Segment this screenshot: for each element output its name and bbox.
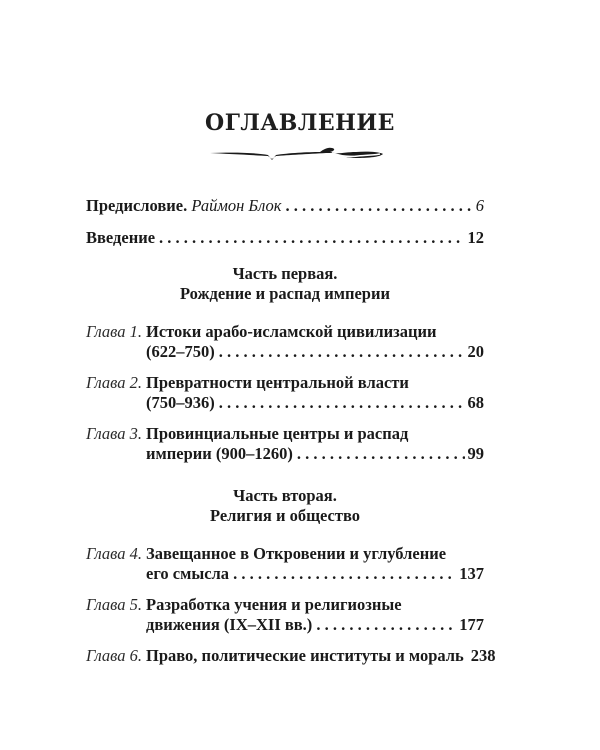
part-title: Рождение и распад империи [180,284,390,303]
chapter-label: Глава 4. [86,544,142,563]
leader-dots [297,444,465,464]
leader-dots [159,228,464,248]
toc-entry-chapter-3[interactable] [86,424,484,464]
toc-entry-preface[interactable] [86,196,484,216]
entry-author: Раймон Блок [191,196,282,215]
chapter-title-cont: (622–750) [146,342,215,361]
page-number: 68 [467,393,484,412]
chapter-title: Право, политические институты и мораль [146,646,464,665]
chapter-label: Глава 2. [86,373,142,392]
chapter-label: Глава 6. [86,646,142,665]
part-heading [86,486,484,526]
chapter-title: Разработка учения и религиозные [146,595,402,614]
leader-dots [286,196,473,216]
chapter-title-cont: его смысла [146,564,230,583]
page-number: 177 [459,615,484,634]
leader-dots [219,393,465,413]
toc-entry-chapter-6[interactable] [86,646,496,666]
chapter-label: Глава 5. [86,595,142,614]
leader-dots [219,342,465,362]
part-title: Религия и общество [209,506,361,525]
toc-entry-chapter-5[interactable] [86,595,484,635]
entry-title: Введение [86,228,156,247]
leader-dots [233,564,456,584]
toc-entry-chapter-2[interactable] [86,373,484,413]
chapter-label: Глава 1. [86,322,142,341]
toc-entry-chapter-1[interactable] [86,322,484,362]
part-number: Часть вторая. [233,486,337,505]
entry-title: Предисловие. [86,196,188,215]
chapter-title: Истоки арабо-исламской цивилизации [146,322,437,341]
chapter-title: Завещанное в Откровении и углубление [146,544,447,563]
leader-dots [316,615,456,635]
part-heading [86,264,484,304]
chapter-label: Глава 3. [86,424,142,443]
part-number: Часть первая. [232,264,338,283]
toc-entry-introduction[interactable] [86,228,484,248]
toc-entry-chapter-4[interactable] [86,544,484,584]
chapter-title: Превратности центральной власти [146,373,409,392]
page-number: 20 [467,342,484,361]
page-number: 238 [470,646,496,665]
chapter-title: Провинциальные центры и распад [146,424,409,443]
page-number: 6 [475,196,484,215]
chapter-title-cont: империи (900–1260) [146,444,293,463]
page-number: 137 [459,564,484,583]
page-number: 99 [467,444,484,463]
flourish-divider-icon [208,143,388,165]
chapter-title-cont: движения (IX–XII вв.) [146,615,313,634]
page-number: 12 [467,228,484,247]
table-of-contents [86,196,496,677]
page-title: ОГЛАВЛЕНИЕ [205,110,395,136]
chapter-title-cont: (750–936) [146,393,215,412]
